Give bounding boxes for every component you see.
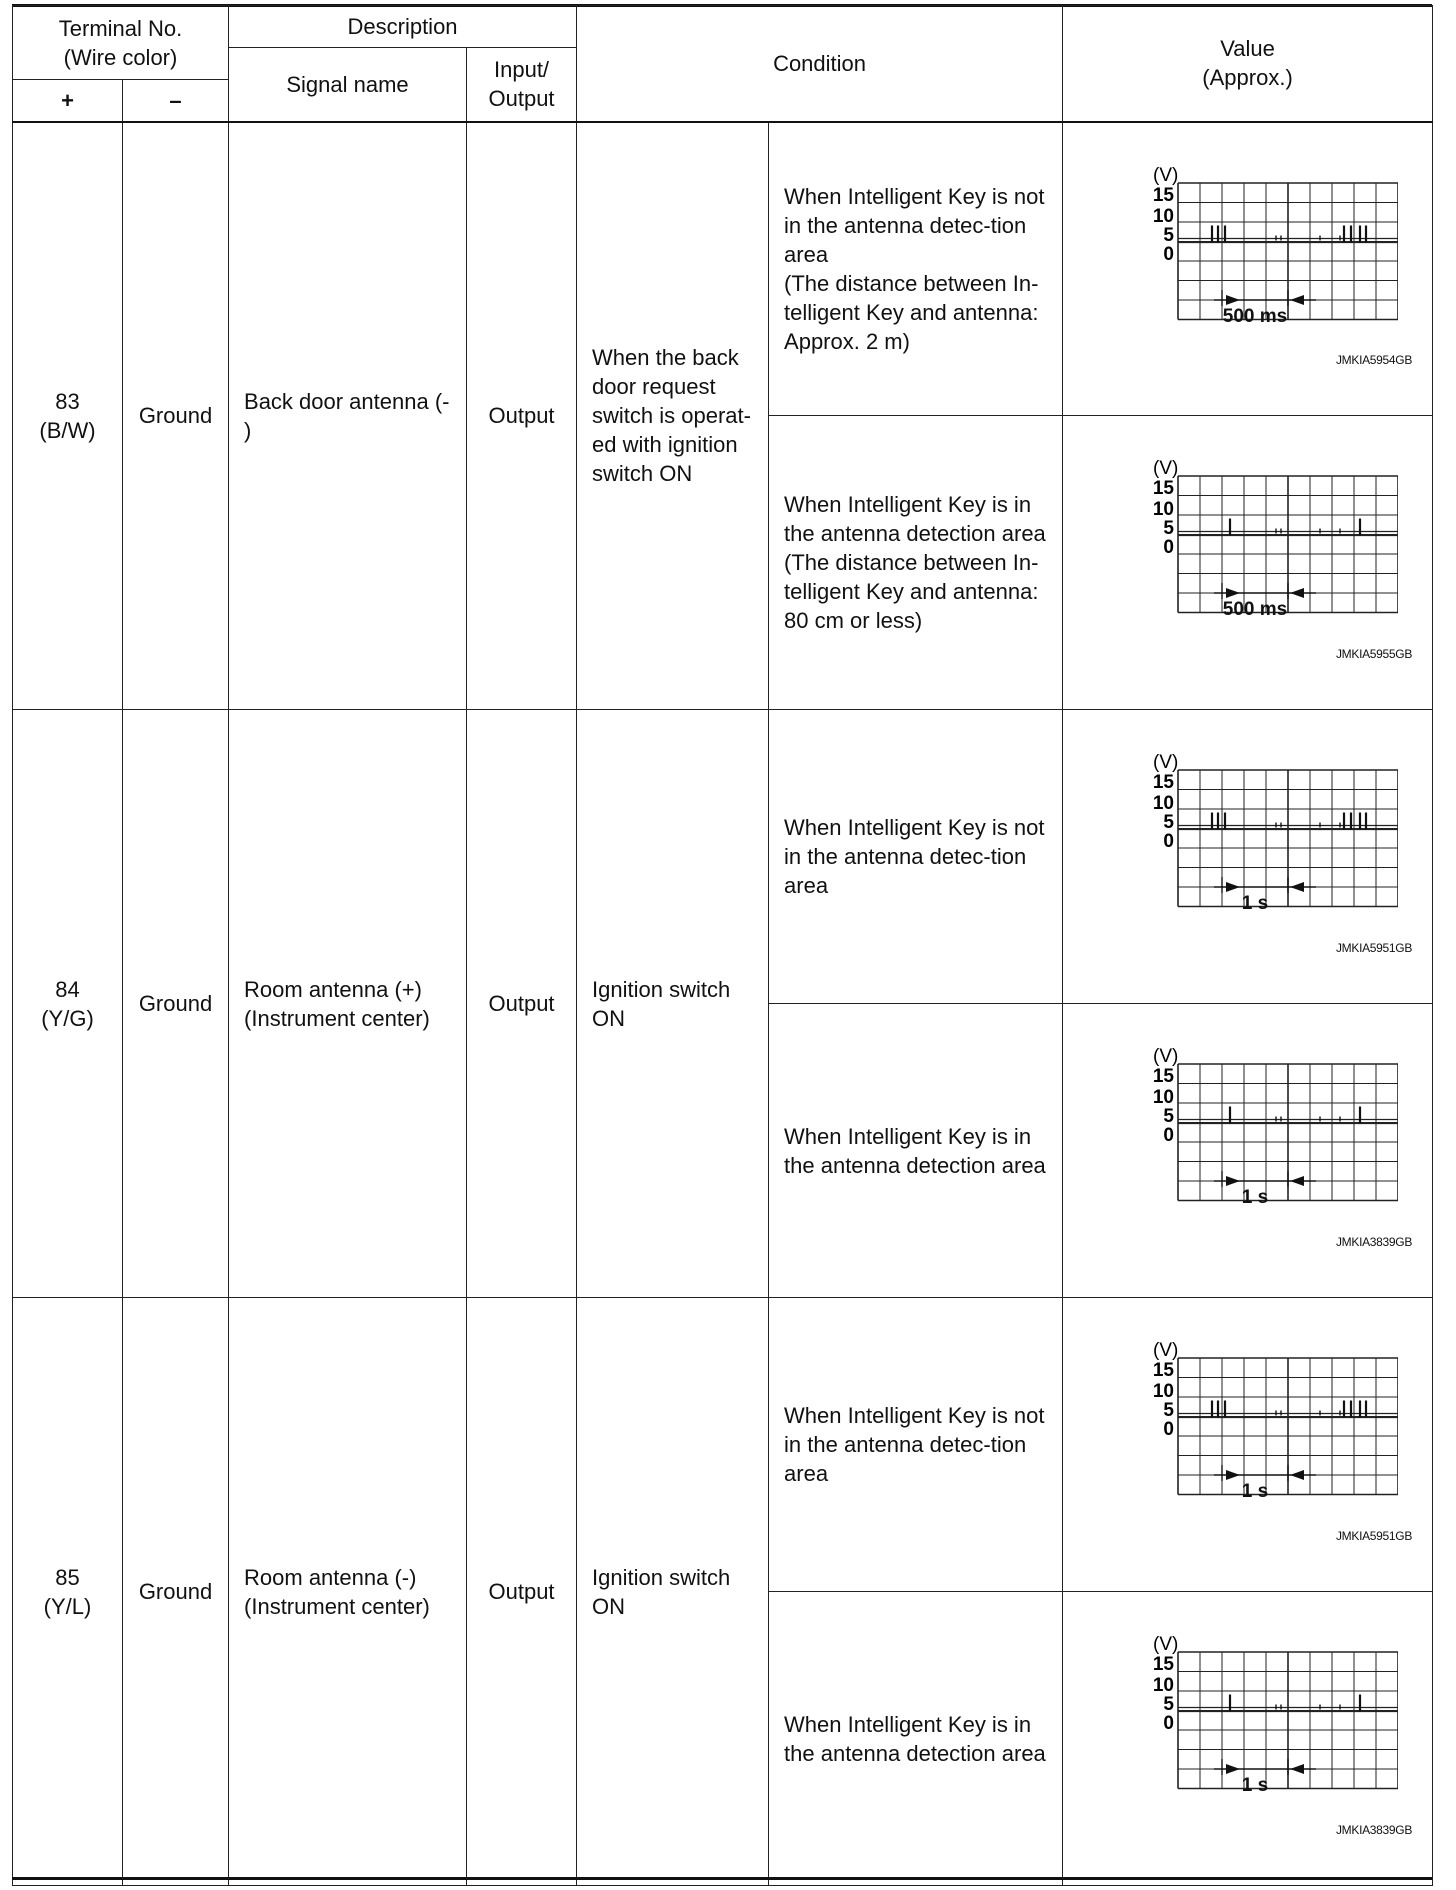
y-tick-label: 0: [1163, 831, 1175, 852]
value-cell: [1063, 1592, 1433, 1886]
time-arrowhead: [1226, 1470, 1240, 1480]
terminal-cell: 84 (Y/G): [13, 710, 123, 1298]
condition-cell: When the back door request switch is operat-ed with ignition switch ON: [577, 122, 769, 710]
y-tick-label: 15: [1152, 478, 1175, 499]
axis-unit-label: (V): [1153, 1340, 1179, 1361]
figure-code: JMKIA5954GB: [1335, 353, 1413, 367]
y-tick-label: 10: [1152, 499, 1175, 520]
terminal-table: [12, 5, 1433, 1886]
time-scale-label: 500 ms: [1222, 599, 1288, 620]
y-tick-label: 5: [1163, 1106, 1175, 1127]
y-tick-label: 15: [1152, 184, 1175, 206]
io-cell: Output: [467, 1298, 577, 1886]
time-arrowhead: [1226, 588, 1240, 598]
y-tick-label: 15: [1152, 772, 1175, 793]
axis-unit-label: (V): [1153, 752, 1179, 773]
y-tick-label: 5: [1163, 224, 1175, 246]
signal-name-cell: Back door antenna (- ): [229, 122, 467, 710]
y-tick-label: 15: [1152, 1654, 1175, 1675]
sub-condition-cell: When Intelligent Key is in the antenna detection area: [769, 1592, 1063, 1886]
y-tick-label: 5: [1163, 812, 1175, 833]
value-cell: [1063, 710, 1433, 1004]
ground-cell: Ground: [123, 1298, 229, 1886]
sub-condition-cell: When Intelligent Key is in the antenna detection area (The distance between In-telligent Key and antenna: 80 cm or less): [769, 416, 1063, 710]
waveform-chart: [1108, 454, 1398, 662]
io-cell: Output: [467, 122, 577, 710]
y-tick-label: 5: [1163, 1400, 1175, 1421]
figure-code: JMKIA5955GB: [1335, 647, 1413, 661]
signal-name-cell: Room antenna (+) (Instrument center): [229, 710, 467, 1298]
table-row: [13, 710, 1433, 1004]
figure-code: JMKIA5951GB: [1335, 941, 1413, 955]
sub-condition-cell: When Intelligent Key is not in the antenna detec-tion area: [769, 1298, 1063, 1592]
header-condition: Condition: [577, 6, 1063, 122]
signal-name-cell: Room antenna (-) (Instrument center): [229, 1298, 467, 1886]
time-arrowhead: [1290, 295, 1304, 305]
axis-unit-label: (V): [1153, 1046, 1179, 1067]
bottom-rule: [12, 1877, 1432, 1880]
time-arrowhead: [1290, 588, 1304, 598]
y-tick-label: 10: [1152, 793, 1175, 814]
time-arrowhead: [1290, 1764, 1304, 1774]
waveform-chart: [1108, 1630, 1398, 1838]
y-tick-label: 10: [1152, 1087, 1175, 1108]
header-value: Value (Approx.): [1063, 6, 1433, 122]
y-tick-label: 10: [1152, 205, 1175, 227]
time-scale-label: 1 s: [1241, 1481, 1269, 1502]
y-tick-label: 15: [1152, 1360, 1175, 1381]
header-input-output: Input/ Output: [467, 48, 577, 122]
axis-unit-label: (V): [1153, 458, 1179, 479]
time-scale-label: 1 s: [1241, 1187, 1269, 1208]
ground-cell: Ground: [123, 122, 229, 710]
terminal-cell: 85 (Y/L): [13, 1298, 123, 1886]
header-plus: +: [13, 80, 123, 122]
header-minus: –: [123, 80, 229, 122]
time-arrowhead: [1226, 882, 1240, 892]
figure-code: JMKIA5951GB: [1335, 1529, 1413, 1543]
figure-code: JMKIA3839GB: [1335, 1823, 1413, 1837]
header-signal-name: Signal name: [229, 48, 467, 122]
waveform-chart: [1108, 1042, 1398, 1250]
condition-cell: Ignition switch ON: [577, 710, 769, 1298]
time-arrowhead: [1290, 1176, 1304, 1186]
y-tick-label: 5: [1163, 1694, 1175, 1715]
y-tick-label: 10: [1152, 1381, 1175, 1402]
time-arrowhead: [1226, 1176, 1240, 1186]
waveform-chart: [1108, 1336, 1398, 1544]
value-cell: [1063, 1004, 1433, 1298]
y-tick-label: 15: [1152, 1066, 1175, 1087]
terminal-cell: 83 (B/W): [13, 122, 123, 710]
header-description: Description: [229, 6, 577, 48]
figure-code: JMKIA3839GB: [1335, 1235, 1413, 1249]
waveform-chart: [1108, 161, 1398, 369]
io-cell: Output: [467, 710, 577, 1298]
value-cell: [1063, 1298, 1433, 1592]
y-tick-label: 0: [1163, 1419, 1175, 1440]
y-tick-label: 0: [1163, 243, 1175, 265]
y-tick-label: 5: [1163, 518, 1175, 539]
time-scale-label: 500 ms: [1222, 305, 1288, 327]
axis-unit-label: (V): [1153, 1634, 1179, 1655]
condition-cell: Ignition switch ON: [577, 1298, 769, 1886]
y-tick-label: 0: [1163, 1713, 1175, 1734]
sub-condition-cell: When Intelligent Key is not in the antenna detec-tion area: [769, 710, 1063, 1004]
value-cell: [1063, 122, 1433, 416]
ground-cell: Ground: [123, 710, 229, 1298]
header-terminal-no: Terminal No. (Wire color): [13, 6, 229, 80]
waveform-chart: [1108, 748, 1398, 956]
y-tick-label: 0: [1163, 1125, 1175, 1146]
sub-condition-cell: When Intelligent Key is not in the antenna detec-tion area (The distance between In-telligent Key and antenna: Approx. 2 m): [769, 122, 1063, 416]
value-cell: [1063, 416, 1433, 710]
time-arrowhead: [1226, 295, 1240, 305]
y-tick-label: 10: [1152, 1675, 1175, 1696]
table-row: [13, 122, 1433, 416]
time-scale-label: 1 s: [1241, 893, 1269, 914]
y-tick-label: 0: [1163, 537, 1175, 558]
axis-unit-label: (V): [1153, 164, 1179, 186]
sub-condition-cell: When Intelligent Key is in the antenna detection area: [769, 1004, 1063, 1298]
table-row: [13, 1298, 1433, 1592]
time-arrowhead: [1226, 1764, 1240, 1774]
time-scale-label: 1 s: [1241, 1775, 1269, 1796]
time-arrowhead: [1290, 1470, 1304, 1480]
time-arrowhead: [1290, 882, 1304, 892]
